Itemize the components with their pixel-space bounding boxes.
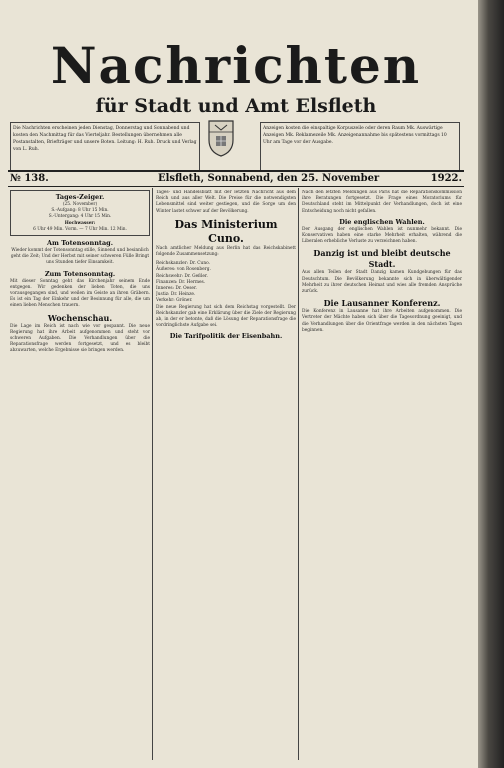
page-edge (478, 0, 504, 768)
minister-entry: Äußeres: von Rosenberg. (156, 267, 211, 273)
article-text: Die neue Regierung hat sich dem Reichstag vorgestellt. Der Reichskanzler gab eine Erklärung über die Ziele der Regierung ab, in der er betonte, daß die Lösung der Reparationsfrage die vordringlichste Aufgabe sei. (156, 304, 296, 329)
article-text: Die Konferenz in Lausanne hat ihre Arbeiten aufgenommen. Die Vertreter der Mächte haben sich über die Tagesordnung geeinigt, und die Verhandlungen über die Orientfrage werden in den nächsten Tagen beginnen. (302, 309, 462, 333)
issue-number: № 138. (10, 173, 49, 184)
tageszeiger-box (10, 190, 150, 236)
article-title: Wochenschau. (47, 312, 113, 323)
article-text: Die Lage im Reich ist nach wie vor gespannt. Die neue Regierung hat ihre Arbeit aufgenommen und steht vor schweren Aufgaben. Die Verhandlungen über die Reparationsfrage werden fortgesetzt, und es bleibt abzuwarten, welche Ergebnisse sie bringen werden. (10, 323, 150, 354)
column-3 (302, 190, 462, 760)
sun-set: S.-Untergang: 4 Uhr 15 Min. (48, 214, 112, 220)
article-text: Aus allen Teilen der Stadt Danzig kamen Kundgebungen für das Deutschtum. Die Bevölkerung bekannte sich in überwältigender Mehrheit zu ihrer deutschen Heimat und wies alle fremden Ansprüche zurück. (302, 270, 462, 295)
minister-entry: Inneres: Dr. Oeser. (156, 286, 197, 292)
minister-entry: Reichskanzler: Dr. Cuno. (156, 261, 210, 267)
poem-text: Wieder kommt der Totensonntag stille, Sinnend und besinnlich geht die Zeit; Und der Herbst mit seiner schweren Fülle Bringt uns Stunden tiefer Einsamkeit. (10, 248, 150, 266)
article-text: Nach den letzten Meldungen aus Paris hat die Reparationskommission ihre Beratungen fortgesetzt. Die Frage eines Moratoriums für Deutschland steht im Mittelpunkt der Verhandlungen, doch ist eine Entscheidung noch nicht gefallen. (302, 190, 462, 214)
column-1 (10, 190, 150, 760)
poem-title: Am Totensonntag. (47, 239, 113, 248)
sun-rise: S.-Aufgang: 8 Uhr 15 Min. (51, 208, 109, 214)
tide-times: 6 Uhr 49 Min. Vorm. — 7 Uhr Min. 12 Min. (33, 226, 127, 232)
article-title: Die englischen Wahlen. (339, 217, 425, 226)
issue-dateline: Elsfleth, Sonnabend, den 25. November (158, 173, 380, 184)
tageszeiger-title: Tages-Zeiger. (55, 193, 105, 201)
article-text: Mit dieser Sonntag geht das Kirchenjahr seinem Ende entgegen. Wir gedenken der lieben Toten, die uns vorausgegangen sind, und weilen im Geiste an ihren Gräbern. Es ist ein Tag der Einkehr und der Besinnung für alle, die um einen lieben Menschen trauern. (10, 278, 150, 309)
advertising-notice: Anzeigen kosten die einspaltige Korpuszeile oder deren Raum Mk. Auswärtige Anzeigen Mk. Reklamezeile Mk. Anzeigenannahme bis spätestens vormittags 10 Uhr am Tage vor der Ausgabe. (260, 122, 460, 172)
article-title: Zum Totensonntag. (44, 269, 116, 278)
minister-entry: Finanzen: Dr. Hermes. (156, 279, 206, 285)
tageszeiger-date: (25. November) (62, 202, 98, 207)
article-title: Danzig ist und bleibt deutsche Stadt. (313, 248, 451, 270)
masthead-subtitle: für Stadt und Amt Elsfleth (95, 95, 377, 117)
minister-entry: Reichswehr: Dr. Geßler. (156, 273, 208, 279)
article-title: Das Ministerium Cuno. (174, 217, 278, 245)
minister-entry: Justiz: Dr. Heinze. (156, 292, 196, 298)
minister-list (156, 261, 296, 304)
tide-title: Hochwasser: (64, 220, 96, 226)
subscription-notice: Die Nachrichten erscheinen jeden Dienstag, Donnerstag und Sonnabend und kosten den Nachmittag für das Vierteljahr. Bestellungen übernehmen alle Postanstalten, Briefträger und unsere Boten. Leitung: H. Ruh. Druck und Verlag von L. Ruh. (10, 122, 200, 172)
column-2 (156, 190, 296, 760)
article-text: Der Ausgang der englischen Wahlen ist nunmehr bekannt. Die Konservativen haben eine starke Mehrheit erhalten, während die Liberalen erhebliche Verluste zu verzeichnen haben. (302, 226, 462, 245)
article-title: Die Tarifpolitik der Eisenbahn. (169, 332, 283, 341)
article-text: Tages- und Handelsblatt mit der letzten Nachricht aus dem Reich und aus aller Welt. Die Preise für die notwendigsten Lebensmittel sind weiter gestiegen, und die Sorge um den Winter lastet schwer auf der Bevölkerung. (156, 190, 296, 214)
minister-entry: Verkehr: Gröner. (156, 298, 193, 304)
issue-bar (8, 170, 464, 187)
column-divider (152, 188, 153, 760)
column-divider (298, 188, 299, 760)
article-text: Nach amtlicher Meldung aus Berlin hat das Reichskabinett folgende Zusammensetzung: (156, 245, 296, 258)
issue-year: 1922. (430, 173, 462, 184)
article-title: Die Lausanner Konferenz. (323, 298, 441, 309)
coat-of-arms-icon (206, 118, 236, 158)
masthead-title: Nachrichten (50, 36, 422, 95)
